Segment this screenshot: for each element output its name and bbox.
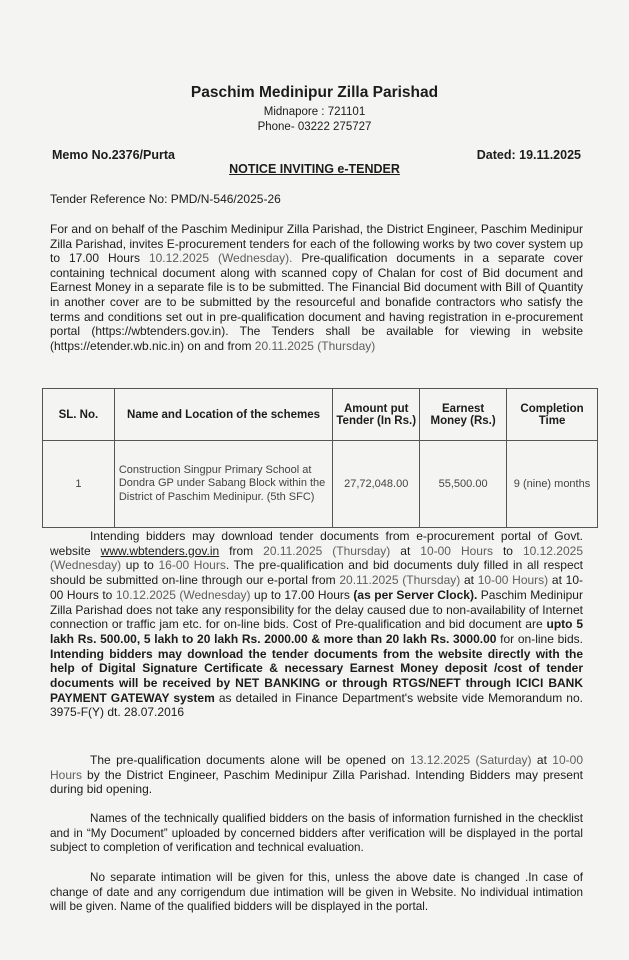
notice-title	[0, 162, 629, 176]
organization-phone: Phone- 03222 275727	[257, 121, 372, 133]
qualified-bidders-paragraph: Names of the technically qualified bidders on the basis of information furnished in the checklist and in “My Document” uploaded by concerned bidders after verification will be displayed in the portal subject to completion of verification and technical evaluation.	[50, 812, 583, 855]
organization-address: Midnapore : 721101	[263, 106, 366, 118]
header-sl-no: SL. No.	[43, 389, 115, 441]
download-instructions-paragraph: Intending bidders may download tender documents from e-procurement portal of Govt. website www.wbtenders.gov.in from 20.11.2025 (Thursday) at 10-00 Hours to 10.12.2025 (Wednesday) up to 16-00 Hours. The pre-qualification and bid documents duly filled in all respect should be submitted on-line through our e-portal from 20.11.2025 (Thursday) at 10-00 Hours) at 10-00 Hours to 10.12.2025 (Wednesday) up to 17.00 Hours (as per Server Clock). Paschim Medinipur Zilla Parishad does not take any responsibility for the delay caused due to non-availability of Internet connection or traffic jam etc. for on-line bids. Cost of Pre-qualification and bid document are upto 5 lakh Rs. 500.00, 5 lakh to 20 lakh Rs. 2000.00 & more than 20 lakh Rs. 3000.00 for on-line bids. Intending bidders may download the tender documents from the website directly with the help of Digital Signature Certificate & necessary Earnest Money deposit /cost of tender documents will be received by NET BANKING or through RTGS/NEFT through ICICI BANK PAYMENT GATEWAY system as detailed in Finance Department's website vide Memorandum no. 3975-F(Y) dt. 28.07.2016	[50, 529, 584, 720]
tender-reference: Tender Reference No: PMD/N-546/2025-26	[50, 192, 281, 206]
header-amount: Amount put Tender (In Rs.)	[333, 389, 420, 441]
header-scheme: Name and Location of the schemes	[114, 389, 332, 441]
header-completion-time: Completion Time	[507, 389, 598, 441]
intro-paragraph: For and on behalf of the Paschim Medinipur Zilla Parishad, the District Engineer, Paschim Medinipur Zilla Parishad, invites E-procurement tenders for each of the following works by two cover system up to 17.00 Hours 10.12.2025 (Wednesday). Pre-qualification documents in a separate cover containing technical document along with scanned copy of Chalan for cost of Bid document and Earnest Money in a separate file is to be submitted. The Financial Bid document with Bill of Quantity in another cover are to be submitted by the resourceful and bonafide contractors who satisfy the terms and conditions set out in pre-qualification document and having registration in e-procurement portal (https://wbtenders.gov.in). The Tenders shall be available for viewing in website (https://etender.wb.nic.in) on and from 20.11.2025 (Thursday)	[50, 222, 583, 353]
cell-sl-no: 1	[43, 441, 115, 528]
table-row	[43, 441, 598, 528]
header-earnest-money: Earnest Money (Rs.)	[420, 389, 507, 441]
works-table	[42, 388, 598, 528]
intimation-paragraph: No separate intimation will be given for this, unless the above date is changed .In case of change of date and any corrigendum due intimation will be given in Website. No individual intimation will be given. Name of the qualified bidders will be displayed in the portal.	[50, 871, 583, 914]
notice-title-text: NOTICE INVITING e-TENDER	[229, 162, 400, 176]
table-header-row	[43, 389, 598, 441]
memo-number: Memo No.2376/Purta	[52, 148, 175, 162]
cell-scheme: Construction Singpur Primary School at Dondra GP under Sabang Block within the District of Paschim Medinipur. (5th SFC)	[114, 441, 332, 528]
wbtenders-link[interactable]: www.wbtenders.gov.in	[100, 543, 220, 558]
organization-name: Paschim Medinipur Zilla Parishad	[190, 84, 439, 101]
cell-earnest-money: 55,500.00	[420, 441, 507, 528]
bid-opening-paragraph: The pre-qualification documents alone will be opened on 13.12.2025 (Saturday) at 10-00 Hours by the District Engineer, Paschim Medinipur Zilla Parishad. Intending Bidders may present during bid opening.	[50, 753, 583, 797]
memo-date: Dated: 19.11.2025	[476, 148, 581, 162]
cell-amount: 27,72,048.00	[333, 441, 420, 528]
cell-completion-time: 9 (nine) months	[507, 441, 598, 528]
